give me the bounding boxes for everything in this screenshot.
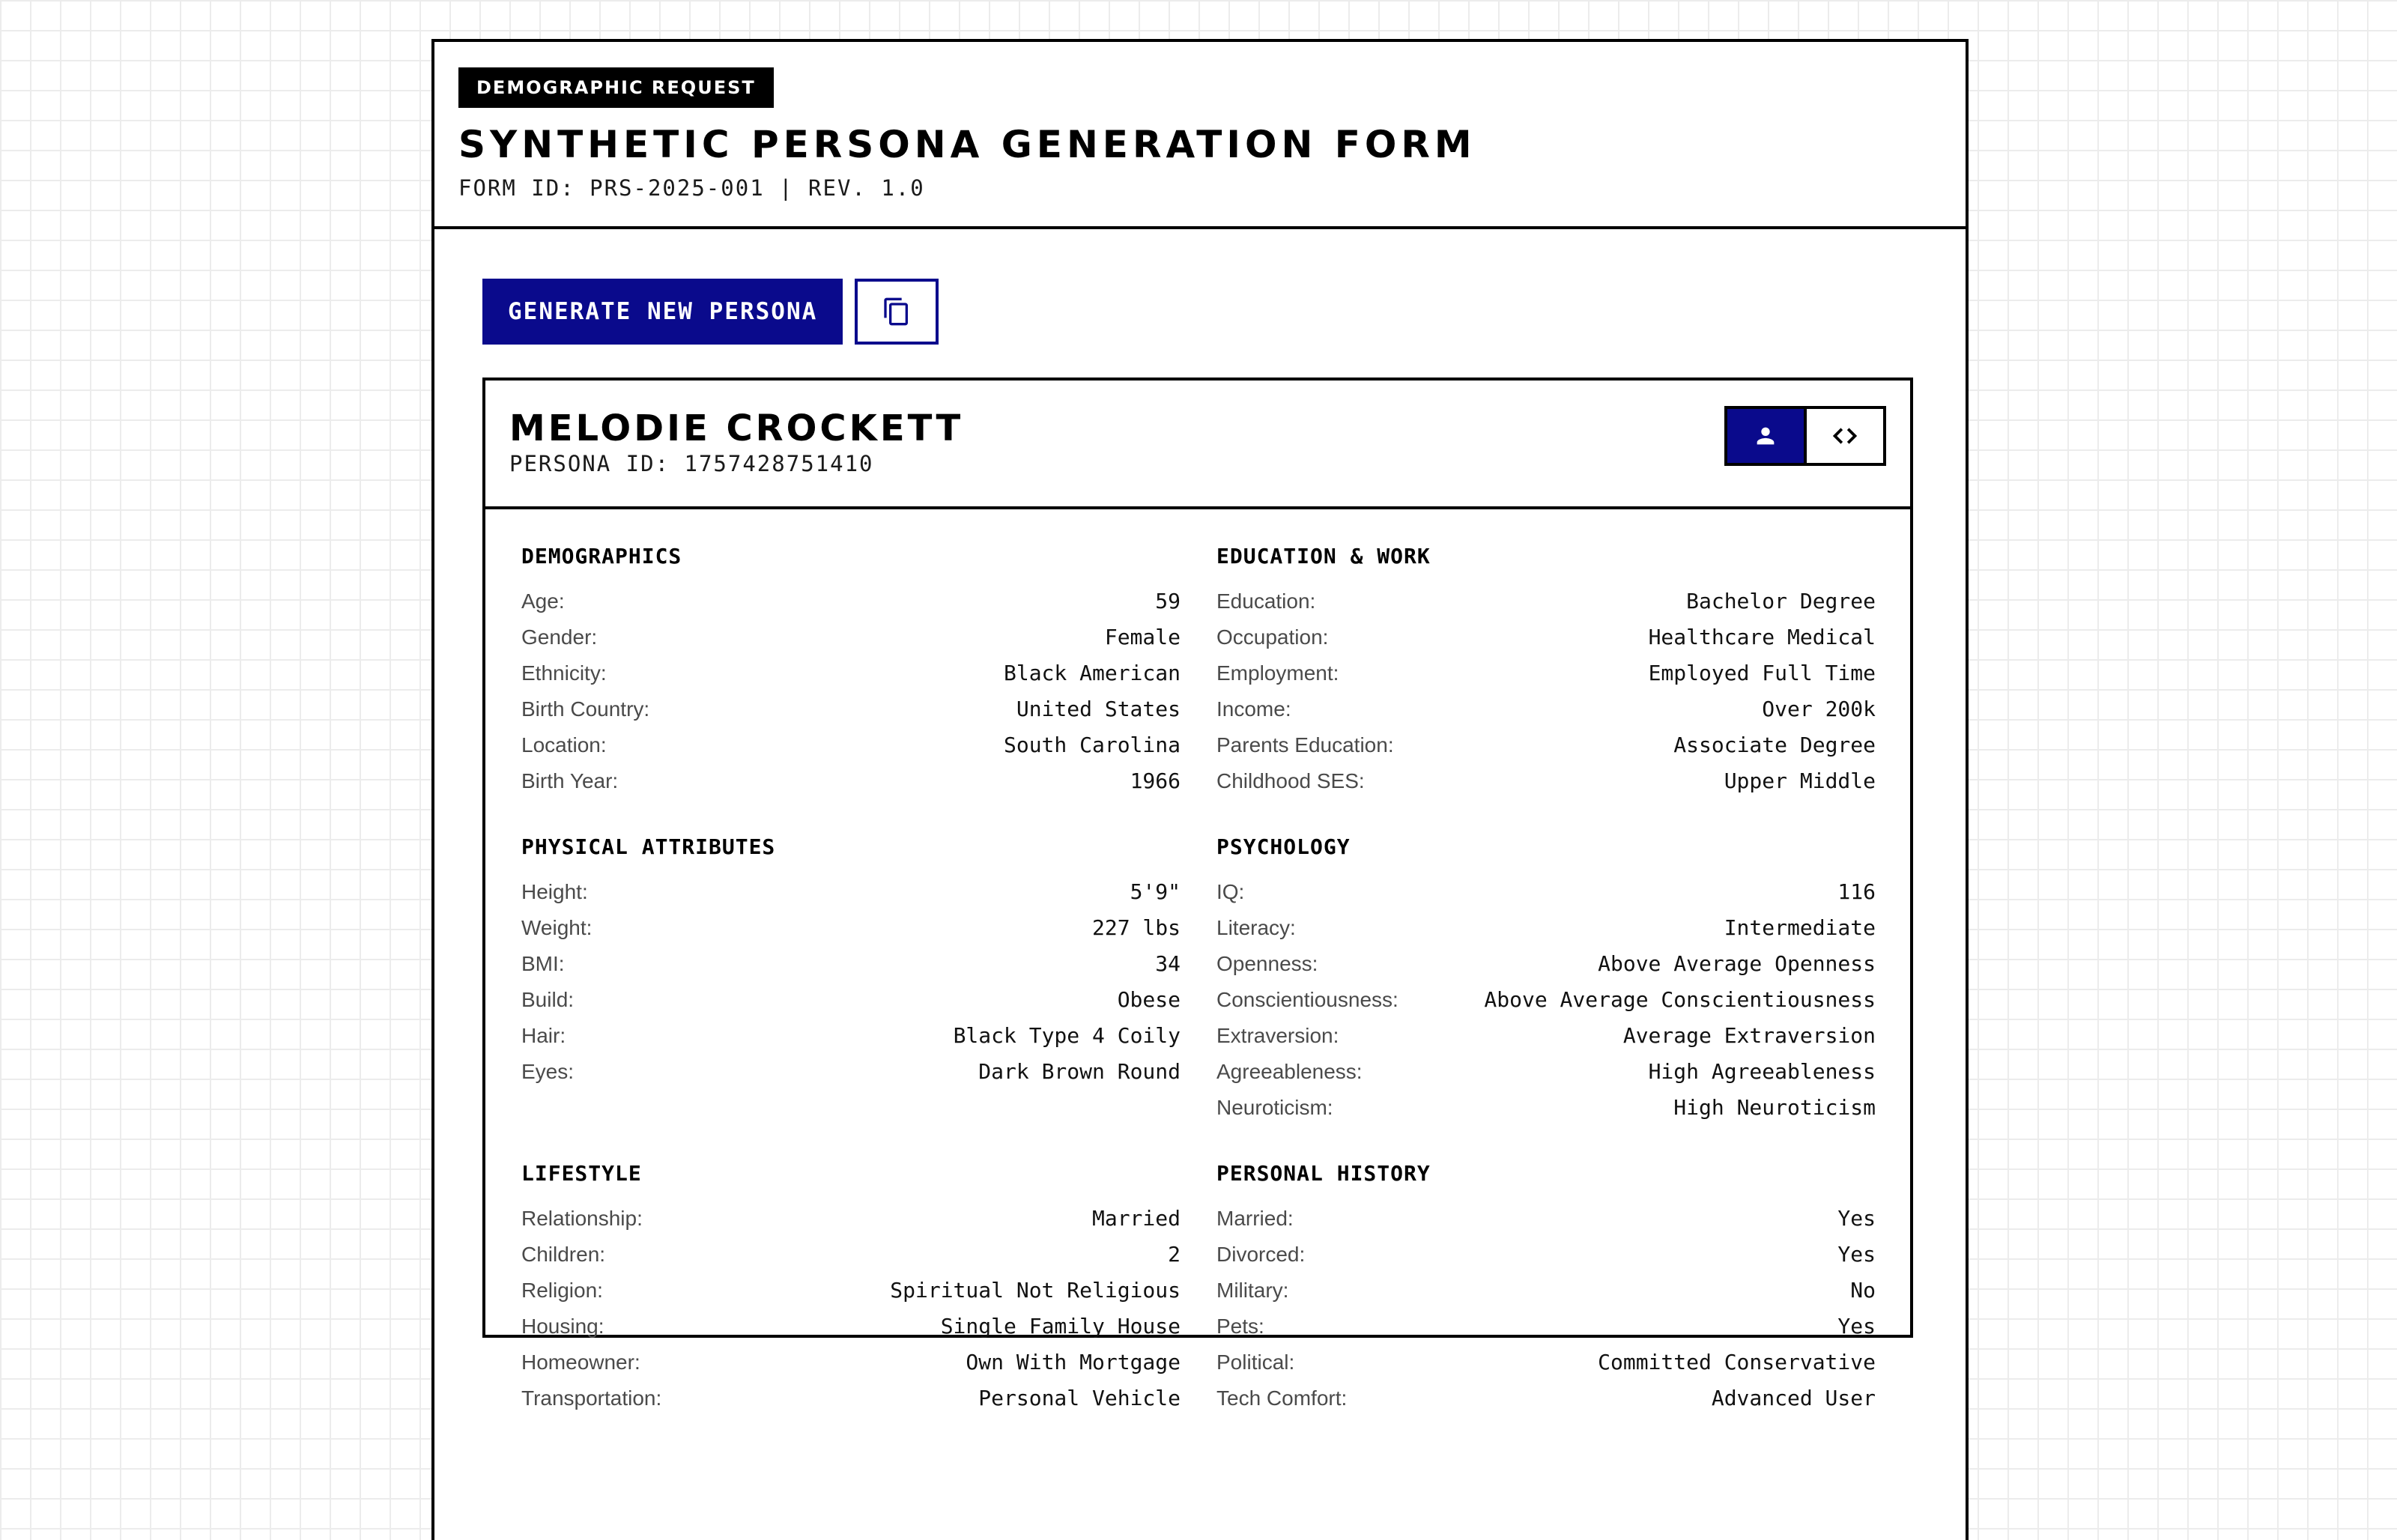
attribute-row [1216, 1314, 1876, 1350]
persona-sections [485, 509, 1910, 1452]
form-sheet [431, 39, 1969, 1540]
attribute-label: Married: [1216, 1207, 1294, 1230]
attribute-value: No [1850, 1278, 1876, 1303]
attribute-value: 34 [1155, 951, 1181, 976]
attribute-value: Married [1091, 1206, 1181, 1231]
section-title: EDUCATION & WORK [1216, 544, 1431, 569]
section-title: LIFESTYLE [521, 1161, 642, 1186]
view-toggle [1724, 406, 1886, 466]
attribute-value: Single Family House [940, 1314, 1181, 1339]
attribute-row [1216, 1242, 1876, 1278]
attribute-value: Committed Conservative [1598, 1350, 1876, 1374]
attribute-row [521, 769, 1181, 804]
form-header [434, 42, 1966, 229]
attribute-row [1216, 1023, 1876, 1059]
attribute-label: Weight: [521, 916, 593, 939]
attribute-value: 59 [1155, 589, 1181, 613]
attribute-row [1216, 1095, 1876, 1131]
attribute-value: Advanced User [1711, 1386, 1876, 1410]
attribute-label: Homeowner: [521, 1350, 640, 1374]
section-title: DEMOGRAPHICS [521, 544, 682, 569]
attribute-row [1216, 951, 1876, 987]
attribute-value: Black Type 4 Coily [953, 1023, 1181, 1048]
code-icon [1831, 422, 1859, 450]
attribute-value: Dark Brown Round [978, 1059, 1181, 1084]
attribute-value: 2 [1168, 1242, 1181, 1267]
attribute-label: Conscientiousness: [1216, 988, 1398, 1011]
attribute-label: Extraversion: [1216, 1024, 1339, 1047]
section-rows [1216, 879, 1876, 1131]
attribute-value: Female [1104, 625, 1181, 649]
attribute-label: Divorced: [1216, 1243, 1306, 1266]
attribute-row [1216, 769, 1876, 804]
attribute-value: 116 [1837, 879, 1876, 904]
attribute-row [1216, 915, 1876, 951]
attribute-label: Employment: [1216, 661, 1339, 685]
attribute-label: Openness: [1216, 952, 1318, 975]
attribute-label: Housing: [521, 1315, 604, 1338]
attribute-value: Associate Degree [1673, 733, 1876, 757]
attribute-label: Build: [521, 988, 575, 1011]
attribute-label: Education: [1216, 589, 1316, 613]
section-rows [521, 589, 1181, 804]
attribute-row [521, 951, 1181, 987]
section-rows [521, 879, 1181, 1095]
attribute-label: Childhood SES: [1216, 769, 1365, 792]
attribute-row [521, 987, 1181, 1023]
attribute-row [521, 1023, 1181, 1059]
persona-name: MELODIE CROCKETT [509, 407, 964, 449]
attribute-label: Religion: [521, 1279, 603, 1302]
attribute-row [521, 1314, 1181, 1350]
attribute-label: Literacy: [1216, 916, 1296, 939]
attribute-row [1216, 625, 1876, 661]
section-physical-attributes [521, 834, 1181, 1131]
attribute-value: Yes [1837, 1314, 1876, 1339]
attribute-row [1216, 1206, 1876, 1242]
attribute-value: Over 200k [1762, 697, 1876, 721]
code-view-button[interactable] [1804, 409, 1883, 463]
section-personal-history [1216, 1161, 1876, 1422]
persona-header [485, 381, 1910, 509]
attribute-row [521, 1278, 1181, 1314]
attribute-row [1216, 697, 1876, 733]
attribute-label: Pets: [1216, 1315, 1264, 1338]
attribute-row [521, 879, 1181, 915]
attribute-row [521, 625, 1181, 661]
attribute-row [1216, 1350, 1876, 1386]
attribute-value: Above Average Openness [1598, 951, 1876, 976]
section-demographics [521, 544, 1181, 804]
attribute-label: Gender: [521, 625, 598, 649]
person-icon [1753, 423, 1778, 449]
attribute-value: Upper Middle [1724, 769, 1876, 793]
attribute-value: High Agreeableness [1648, 1059, 1876, 1084]
copy-icon [882, 297, 912, 327]
attribute-value: Obese [1117, 987, 1181, 1012]
attribute-row [521, 697, 1181, 733]
profile-view-button[interactable] [1727, 409, 1804, 463]
section-title: PSYCHOLOGY [1216, 834, 1351, 859]
attribute-value: United States [1016, 697, 1181, 721]
attribute-row [1216, 1059, 1876, 1095]
attribute-row [1216, 661, 1876, 697]
section-rows [1216, 1206, 1876, 1422]
persona-card [482, 378, 1913, 1410]
attribute-label: Location: [521, 733, 607, 757]
attribute-row [1216, 1386, 1876, 1422]
attribute-value: Spiritual Not Religious [890, 1278, 1181, 1303]
attribute-row [521, 1059, 1181, 1095]
persona-id: PERSONA ID: 1757428751410 [509, 451, 874, 476]
attribute-row [521, 733, 1181, 769]
attribute-value: Employed Full Time [1648, 661, 1876, 685]
attribute-row [521, 1386, 1181, 1422]
action-bar [482, 279, 939, 345]
copy-button[interactable] [855, 279, 939, 345]
attribute-value: Bachelor Degree [1686, 589, 1876, 613]
attribute-label: Occupation: [1216, 625, 1329, 649]
attribute-value: Above Average Conscientiousness [1484, 987, 1876, 1012]
attribute-value: Black American [1003, 661, 1181, 685]
attribute-value: Own With Mortgage [966, 1350, 1181, 1374]
attribute-value: 5'9" [1130, 879, 1181, 904]
attribute-label: Ethnicity: [521, 661, 607, 685]
attribute-label: Political: [1216, 1350, 1295, 1374]
attribute-label: Neuroticism: [1216, 1096, 1333, 1119]
attribute-label: Age: [521, 589, 565, 613]
attribute-label: Eyes: [521, 1060, 575, 1083]
attribute-label: Relationship: [521, 1207, 643, 1230]
attribute-value: 1966 [1130, 769, 1181, 793]
attribute-label: BMI: [521, 952, 565, 975]
attribute-row [1216, 589, 1876, 625]
attribute-row [521, 915, 1181, 951]
attribute-label: Birth Year: [521, 769, 619, 792]
attribute-label: Height: [521, 880, 588, 903]
attribute-value: Yes [1837, 1242, 1876, 1267]
attribute-value: 227 lbs [1091, 915, 1181, 940]
section-rows [521, 1206, 1181, 1422]
attribute-label: Transportation: [521, 1386, 662, 1410]
attribute-label: Military: [1216, 1279, 1289, 1302]
attribute-row [1216, 987, 1876, 1023]
section-education-work [1216, 544, 1876, 804]
attribute-label: Children: [521, 1243, 606, 1266]
section-psychology [1216, 834, 1876, 1131]
form-title: SYNTHETIC PERSONA GENERATION FORM [458, 123, 1476, 166]
attribute-row [1216, 879, 1876, 915]
attribute-row [1216, 733, 1876, 769]
section-title: PERSONAL HISTORY [1216, 1161, 1431, 1186]
attribute-row [521, 1350, 1181, 1386]
generate-persona-button[interactable]: GENERATE NEW PERSONA [482, 279, 843, 345]
attribute-label: IQ: [1216, 880, 1245, 903]
attribute-row [521, 1242, 1181, 1278]
attribute-value: Average Extraversion [1622, 1023, 1876, 1048]
attribute-label: Parents Education: [1216, 733, 1394, 757]
section-lifestyle [521, 1161, 1181, 1422]
attribute-row [521, 661, 1181, 697]
section-rows [1216, 589, 1876, 804]
attribute-value: Personal Vehicle [978, 1386, 1181, 1410]
attribute-label: Hair: [521, 1024, 566, 1047]
attribute-value: High Neuroticism [1673, 1095, 1876, 1120]
attribute-row [521, 1206, 1181, 1242]
attribute-label: Income: [1216, 697, 1291, 721]
attribute-row [521, 589, 1181, 625]
attribute-label: Agreeableness: [1216, 1060, 1363, 1083]
form-id: FORM ID: PRS-2025-001 | REV. 1.0 [458, 175, 925, 201]
attribute-value: Intermediate [1724, 915, 1876, 940]
section-title: PHYSICAL ATTRIBUTES [521, 834, 776, 859]
attribute-label: Tech Comfort: [1216, 1386, 1348, 1410]
attribute-value: South Carolina [1003, 733, 1181, 757]
attribute-value: Healthcare Medical [1648, 625, 1876, 649]
request-tag: DEMOGRAPHIC REQUEST [458, 67, 774, 108]
attribute-value: Yes [1837, 1206, 1876, 1231]
attribute-row [1216, 1278, 1876, 1314]
attribute-label: Birth Country: [521, 697, 650, 721]
